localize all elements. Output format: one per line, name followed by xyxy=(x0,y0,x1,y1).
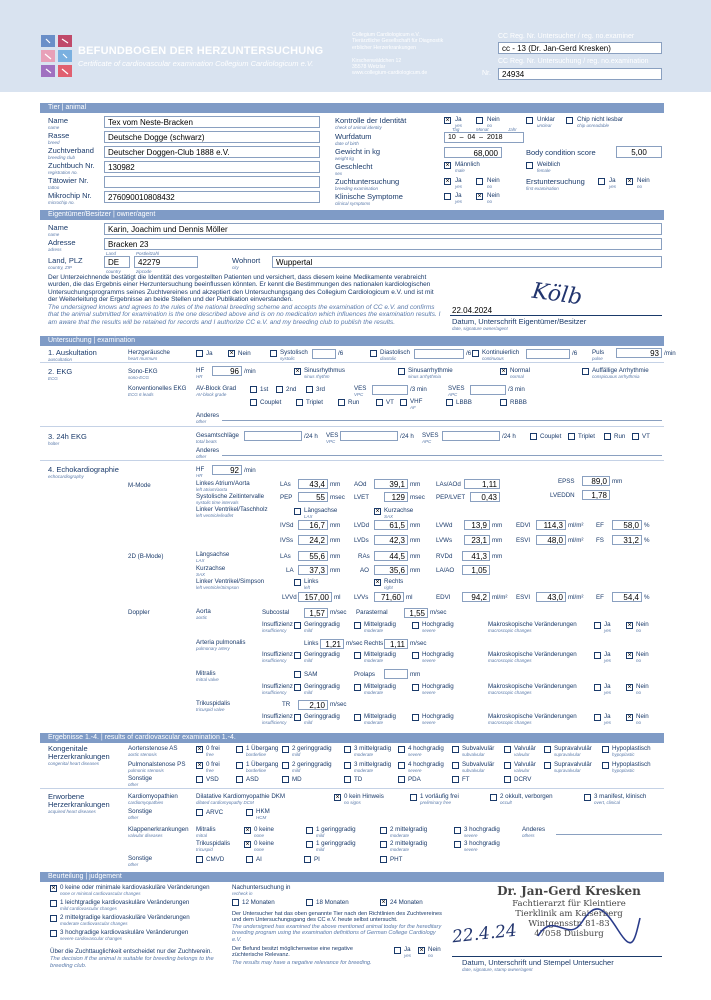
simpson-left-checkbox[interactable] xyxy=(294,579,301,586)
tricus-g1-checkbox[interactable] xyxy=(306,841,313,848)
tricus-macro-no-checkbox[interactable]: × xyxy=(627,714,632,721)
peplvet-field[interactable]: 0,43 xyxy=(470,492,500,502)
identity-label: Kontrolle der Identität check of animal identity xyxy=(335,116,407,130)
owner-signature: Kölb xyxy=(530,278,584,311)
ecg-label: 2. EKG ECG xyxy=(48,367,73,381)
triplet-checkbox[interactable] xyxy=(296,399,303,406)
section-owner: Eigentümer/Besitzer | owner/agent xyxy=(40,210,664,220)
section-examination: Untersuchung | examination xyxy=(40,336,664,346)
sinus-arrhythmia-checkbox[interactable] xyxy=(398,368,405,375)
relevance-text-en: The results may have a negative relevance for breeding. xyxy=(232,960,372,966)
tattoo-label: Tätowier Nr. tattoo xyxy=(48,176,89,190)
pulm-mild-checkbox[interactable] xyxy=(294,652,301,659)
breeding-exam-label: Zuchtuntersuchung breeding examination xyxy=(335,177,400,191)
owner-sign-label: Datum, Unterschrift Eigentümer/Besitzer xyxy=(452,317,587,326)
judgement-3-checkbox[interactable] xyxy=(50,930,57,937)
dcm-prelim-checkbox[interactable] xyxy=(410,794,417,801)
acquired-label: Erworbene Herzerkrankungen acquired heart diseases xyxy=(48,792,110,814)
aorta-severe-checkbox[interactable] xyxy=(412,622,419,629)
breeding-note-de: Über die Zuchttauglichkeit entscheidet nur der Zuchtverein. xyxy=(50,948,212,955)
ps-1-checkbox[interactable] xyxy=(236,762,243,769)
pulm-left-field[interactable]: 1,21 xyxy=(320,639,344,649)
pulm-macro-yes-checkbox[interactable] xyxy=(594,652,601,659)
avblock-3-checkbox[interactable] xyxy=(306,386,313,393)
mitral-none-checkbox[interactable]: × xyxy=(245,827,250,834)
sam-checkbox[interactable] xyxy=(294,671,301,678)
symptoms-no-checkbox[interactable]: × xyxy=(477,193,482,200)
owner-sign-date: 22.04.2024 xyxy=(452,306,493,315)
confirm-text-de: Der Untersucher hat das oben genannte Tier nach den Richtlinien des Zuchtvereines und dem Untersuchungsgang des CC e.V. heute selbst untersucht. xyxy=(232,911,442,924)
page-title: BEFUNDBOGEN DER HERZUNTERSUCHUNG xyxy=(78,45,324,57)
owner-name-label: Name name xyxy=(48,223,69,237)
reg-examiner-field[interactable]: cc - 13 (Dr. Jan-Gerd Kresken) xyxy=(498,42,662,54)
ivsd-field[interactable]: 16,7 xyxy=(298,520,328,530)
cong-td-checkbox[interactable] xyxy=(344,776,351,783)
mitral-macro-yes-checkbox[interactable] xyxy=(594,684,601,691)
pulm-macro-no-checkbox[interactable]: × xyxy=(627,652,632,659)
owner-address-field[interactable]: Bracken 23 xyxy=(104,238,662,250)
holter-couplet-checkbox[interactable] xyxy=(530,433,537,440)
relevance-text-de: Der Befund besitzt möglicherweise eine negative züchterische Relevanz. xyxy=(232,946,353,959)
lvwd-field[interactable]: 13,9 xyxy=(464,520,490,530)
club-field[interactable]: Deutscher Doggen-Club 1888 e.V. xyxy=(104,146,320,158)
lasaod-field[interactable]: 1,11 xyxy=(464,479,500,489)
echo-label: 4. Echokardiographie echocardiography xyxy=(48,465,119,479)
holter-run-checkbox[interactable] xyxy=(604,433,611,440)
ef-2d-field[interactable]: 54,4 xyxy=(612,592,642,602)
sex-male-checkbox[interactable]: × xyxy=(445,162,450,169)
aorta-macro-no-checkbox[interactable]: × xyxy=(627,622,632,629)
avblock-2-checkbox[interactable] xyxy=(276,386,283,393)
tricus-g2-checkbox[interactable] xyxy=(380,841,387,848)
chip-field[interactable]: 276090010808432 xyxy=(104,191,320,203)
lv-lax-checkbox[interactable] xyxy=(294,508,301,515)
laao-field[interactable]: 1,05 xyxy=(462,565,490,575)
examiner-sign-label: Datum, Unterschrift und Stempel Untersucher xyxy=(462,958,614,967)
lvws-field[interactable]: 23,1 xyxy=(464,535,490,545)
epss-field[interactable]: 89,0 xyxy=(582,476,610,486)
edvi-2d-field[interactable]: 94,2 xyxy=(462,592,490,602)
recheck-24-checkbox[interactable]: × xyxy=(381,899,386,906)
examiner-signature-icon xyxy=(534,900,644,950)
section-results: Ergebnisse 1.-4. | results of cardiovascular examination 1.-4. xyxy=(40,733,664,743)
reg-exam-field[interactable]: 24934 xyxy=(498,68,662,80)
lvds-field[interactable]: 42,3 xyxy=(374,535,408,545)
chip-unreadable-checkbox[interactable] xyxy=(566,117,573,124)
ai-checkbox[interactable] xyxy=(246,856,253,863)
animal-name-field[interactable]: Tex vom Neste-Bracken xyxy=(104,116,320,128)
holter-triplet-checkbox[interactable] xyxy=(568,433,575,440)
identity-yes-checkbox[interactable]: × xyxy=(445,117,450,124)
tr-field[interactable]: 2,10 xyxy=(298,700,328,710)
consent-text-de: Der Unterzeichnende bestätigt die Identität des vorgestellten Patienten und versichert, dass diesem keine Medikamente verabreicht wurden, die das Ergebnis einer Herzuntersuchung beeinflussen könnten. Er kennt die Bestimmungen des nationalen kardiologischen Untersuchungsprogramms seines Zuchtvereines und akzeptiert den Untersuchungsgang des Collegium Cardiologicum e.V. und ist mit der Weiterleitung der Ergebnisse an beide Stellen und der Publikation einverstanden. xyxy=(48,274,434,304)
pulm-severe-checkbox[interactable] xyxy=(412,652,419,659)
relevance-yes-checkbox[interactable] xyxy=(394,947,401,954)
pi-checkbox[interactable] xyxy=(304,856,311,863)
simpson-right-checkbox[interactable]: × xyxy=(375,579,380,586)
sinus-rhythm-checkbox[interactable]: × xyxy=(295,368,300,375)
breeding-yes-checkbox[interactable]: × xyxy=(445,178,450,185)
judgement-0-checkbox[interactable]: × xyxy=(51,885,56,892)
dob-field[interactable]: 10 – 04 – 2018 xyxy=(444,132,524,143)
reg-exam-label: CC Reg. Nr. Untersuchung / reg. no.examination xyxy=(498,58,649,65)
avblock-1-checkbox[interactable] xyxy=(250,386,257,393)
lveddn-field[interactable]: 1,78 xyxy=(582,490,610,500)
ao-field[interactable]: 35,6 xyxy=(374,565,408,575)
breeding-no-checkbox[interactable] xyxy=(476,178,483,185)
aod-field[interactable]: 39,1 xyxy=(374,479,408,489)
holter-label: 3. 24h EKG holter xyxy=(48,432,87,446)
holter-vt-checkbox[interactable] xyxy=(632,433,639,440)
aorta-parasternal-field[interactable]: 1,55 xyxy=(404,608,428,618)
pep-field[interactable]: 55 xyxy=(298,492,328,502)
page-subtitle: Certificate of cardiovascular examination Collegium Cardiologicum e.V. xyxy=(78,59,314,68)
section-judgement: Beurteilung | judgement xyxy=(40,872,664,882)
systolic-checkbox[interactable] xyxy=(270,350,277,357)
bcs-field[interactable]: 5,00 xyxy=(616,146,662,158)
echo-hr-field[interactable]: 92 xyxy=(212,465,242,475)
chip-label: Mikrochip Nr. microchip no. xyxy=(48,191,92,205)
mitral-g3-checkbox[interactable] xyxy=(454,827,461,834)
rbbb-checkbox[interactable] xyxy=(500,399,507,406)
lvvs-field[interactable]: 71,60 xyxy=(374,592,404,602)
diastolic-checkbox[interactable] xyxy=(370,350,377,357)
vhf-checkbox[interactable] xyxy=(400,399,407,406)
identity-no-checkbox[interactable] xyxy=(476,117,483,124)
owner-city-label: Wohnort city xyxy=(232,256,261,270)
pht-checkbox[interactable] xyxy=(380,856,387,863)
abnormal-arrhythmia-checkbox[interactable] xyxy=(582,368,589,375)
ps-5-checkbox[interactable] xyxy=(452,762,459,769)
aorta-moderate-checkbox[interactable] xyxy=(354,622,361,629)
aorta-mild-checkbox[interactable] xyxy=(294,622,301,629)
identity-unclear-checkbox[interactable] xyxy=(526,117,533,124)
tricus-mild-checkbox[interactable] xyxy=(294,714,301,721)
consent-text-en: The undersigned knows and agrees to the rules of the national breeding scheme and accepts the examination of CC e.V. and confirms that the animal submitted for examination is the one described above and is on no medication which influences the examination results. I am aware that the results will be retained for records and I authorize CC e.V. and my breeding club to publish the results. xyxy=(48,304,441,326)
run-checkbox[interactable] xyxy=(338,399,345,406)
owner-name-field[interactable]: Karin, Joachim und Dennis Möller xyxy=(104,223,662,235)
tattoo-field[interactable] xyxy=(104,176,320,188)
tricus-macro-yes-checkbox[interactable] xyxy=(594,714,601,721)
studbook-field[interactable]: 130982 xyxy=(104,161,320,173)
rvdd-field[interactable]: 41,3 xyxy=(462,551,490,561)
owner-city-field[interactable]: Wuppertal xyxy=(272,256,662,268)
recheck-12-checkbox[interactable] xyxy=(232,899,239,906)
fs-field[interactable]: 31,2 xyxy=(612,535,642,545)
vt-checkbox[interactable] xyxy=(376,399,383,406)
congenital-label: Kongenitale Herzerkrankungen congenital heart diseases xyxy=(48,744,110,766)
la-field[interactable]: 37,3 xyxy=(298,565,328,575)
murmur-no-checkbox[interactable]: × xyxy=(229,350,234,357)
symptoms-yes-checkbox[interactable] xyxy=(444,193,451,200)
ps-7-checkbox[interactable] xyxy=(544,762,551,769)
cong-dcrv-checkbox[interactable] xyxy=(504,776,511,783)
edvi-field[interactable]: 114,3 xyxy=(536,520,566,530)
judgement-2-checkbox[interactable] xyxy=(50,915,57,922)
ps-0-checkbox[interactable]: × xyxy=(197,762,202,769)
mitral-g1-checkbox[interactable] xyxy=(306,827,313,834)
as-5-checkbox[interactable] xyxy=(452,746,459,753)
confirm-text-en: The undersigned has examined the above mentioned animal today for the hereditary breeding program using the examination definitions of German College Cardiology e.V. xyxy=(232,924,442,943)
las-field[interactable]: 43,4 xyxy=(298,479,328,489)
mitral-moderate-checkbox[interactable] xyxy=(354,684,361,691)
tricus-severe-checkbox[interactable] xyxy=(412,714,419,721)
cong-pda-checkbox[interactable] xyxy=(398,776,405,783)
section-animal: Tier | animal xyxy=(40,103,664,113)
tricus-g3-checkbox[interactable] xyxy=(454,841,461,848)
as-7-checkbox[interactable] xyxy=(544,746,551,753)
examiner-stamp: Dr. Jan-Gerd Kresken Fachtierarzt für Kleintiere Tierklinik am Kaiserberg Wintgensstr. 81-83 47058 Duisburg xyxy=(497,884,641,939)
first-exam-no-checkbox[interactable]: × xyxy=(627,178,632,185)
esvi-field[interactable]: 48,0 xyxy=(536,535,566,545)
lvvd-field[interactable]: 157,00 xyxy=(298,592,332,602)
sex-female-checkbox[interactable] xyxy=(526,162,533,169)
dob-label: Wurfdatum date of birth xyxy=(335,132,372,146)
cong-md-checkbox[interactable] xyxy=(282,776,289,783)
weight-label: Gewicht in kg weight kg xyxy=(335,147,381,161)
aorta-subcostal-field[interactable]: 1,57 xyxy=(304,608,328,618)
organisation-address: Collegium Cardiologicum e.V. Tierärztliche Gesellschaft für Diagnostik erblicher Herzerkrankungen Kirschenwäldchen 12 35578 Wetzlar www.collegium-cardiologicum.de xyxy=(352,32,444,77)
las-2d-field[interactable]: 55,6 xyxy=(298,551,328,561)
as-4-checkbox[interactable] xyxy=(398,746,405,753)
prolaps-field[interactable] xyxy=(384,669,408,679)
cc-logo-icon xyxy=(40,33,74,79)
dcm-nosign-checkbox[interactable]: × xyxy=(335,794,340,801)
cong-asd-checkbox[interactable] xyxy=(236,776,243,783)
bcs-label: Body condition score xyxy=(526,148,596,157)
continuous-checkbox[interactable] xyxy=(472,350,479,357)
ps-8-checkbox[interactable] xyxy=(602,762,609,769)
aorta-macro-yes-checkbox[interactable] xyxy=(594,622,601,629)
reg-examiner-label: CC Reg. Nr. Untersucher / reg. no.examiner xyxy=(498,33,635,40)
dcm-occult-checkbox[interactable] xyxy=(490,794,497,801)
ecg-hr-field[interactable]: 96 xyxy=(212,366,242,376)
relevance-no-checkbox[interactable]: × xyxy=(419,947,424,954)
esvi-2d-field[interactable]: 43,0 xyxy=(536,592,566,602)
murmur-yes-checkbox[interactable] xyxy=(196,350,203,357)
ivss-field[interactable]: 24,2 xyxy=(298,535,328,545)
tricus-moderate-checkbox[interactable] xyxy=(354,714,361,721)
ps-2-checkbox[interactable] xyxy=(282,762,289,769)
breed-field[interactable]: Deutsche Dogge (schwarz) xyxy=(104,131,320,143)
hkm-checkbox[interactable] xyxy=(246,809,253,816)
ps-4-checkbox[interactable] xyxy=(398,762,405,769)
ef-field[interactable]: 58,0 xyxy=(612,520,642,530)
breeding-note-en: The decision if the animal is suitable for breeding belongs to the breeding club. xyxy=(50,956,214,969)
mitral-severe-checkbox[interactable] xyxy=(412,684,419,691)
ras-field[interactable]: 44,5 xyxy=(374,551,408,561)
owner-address-label: Adresse adress xyxy=(48,238,76,252)
ps-3-checkbox[interactable] xyxy=(344,762,351,769)
lbbb-checkbox[interactable] xyxy=(446,399,453,406)
as-0-checkbox[interactable]: × xyxy=(197,746,202,753)
club-label: Zuchtverband breeding club xyxy=(48,146,94,160)
recheck-18-checkbox[interactable] xyxy=(306,899,313,906)
first-exam-yes-checkbox[interactable] xyxy=(598,178,605,185)
as-2-checkbox[interactable] xyxy=(282,746,289,753)
owner-country-field[interactable]: DE xyxy=(104,256,130,268)
normal-rhythm-checkbox[interactable]: × xyxy=(501,368,506,375)
lv-sax-checkbox[interactable]: × xyxy=(375,508,380,515)
tricus-none-checkbox[interactable]: × xyxy=(245,841,250,848)
lvdd-field[interactable]: 61,5 xyxy=(374,520,408,530)
weight-field[interactable]: 68,000 xyxy=(444,147,502,158)
as-6-checkbox[interactable] xyxy=(504,746,511,753)
ps-6-checkbox[interactable] xyxy=(504,762,511,769)
animal-name-label: Name name xyxy=(48,116,69,130)
lvet-field[interactable]: 129 xyxy=(384,492,408,502)
auscultation-label: 1. Auskultation auscultation xyxy=(48,348,97,362)
mitral-macro-no-checkbox[interactable]: × xyxy=(627,684,632,691)
pulm-right-field[interactable]: 1,11 xyxy=(384,639,408,649)
pulse-field[interactable]: 93 xyxy=(616,348,662,358)
as-1-checkbox[interactable] xyxy=(236,746,243,753)
as-3-checkbox[interactable] xyxy=(344,746,351,753)
owner-country-label: Land, PLZ country, ZIP xyxy=(48,256,83,270)
sex-label: Geschlecht sex xyxy=(335,162,373,176)
pulm-moderate-checkbox[interactable] xyxy=(354,652,361,659)
as-8-checkbox[interactable] xyxy=(602,746,609,753)
owner-zip-field[interactable]: 42279 xyxy=(134,256,198,268)
mitral-g2-checkbox[interactable] xyxy=(380,827,387,834)
arvc-checkbox[interactable] xyxy=(196,809,203,816)
reg-nr-label: Nr. xyxy=(482,70,491,77)
symptoms-label: Klinische Symptome clinical symptoms xyxy=(335,192,403,206)
couplet-checkbox[interactable] xyxy=(250,399,257,406)
breed-label: Rasse breed xyxy=(48,131,70,145)
studbook-label: Zuchtbuch Nr. registration no. xyxy=(48,161,95,175)
cmvd-checkbox[interactable] xyxy=(196,856,203,863)
cong-ft-checkbox[interactable] xyxy=(452,776,459,783)
dcm-manifest-checkbox[interactable] xyxy=(584,794,591,801)
mitral-mild-checkbox[interactable] xyxy=(294,684,301,691)
cong-vsd-checkbox[interactable] xyxy=(196,776,203,783)
examiner-sign-date: 22.4.24 xyxy=(451,920,518,948)
judgement-1-checkbox[interactable] xyxy=(50,900,57,907)
